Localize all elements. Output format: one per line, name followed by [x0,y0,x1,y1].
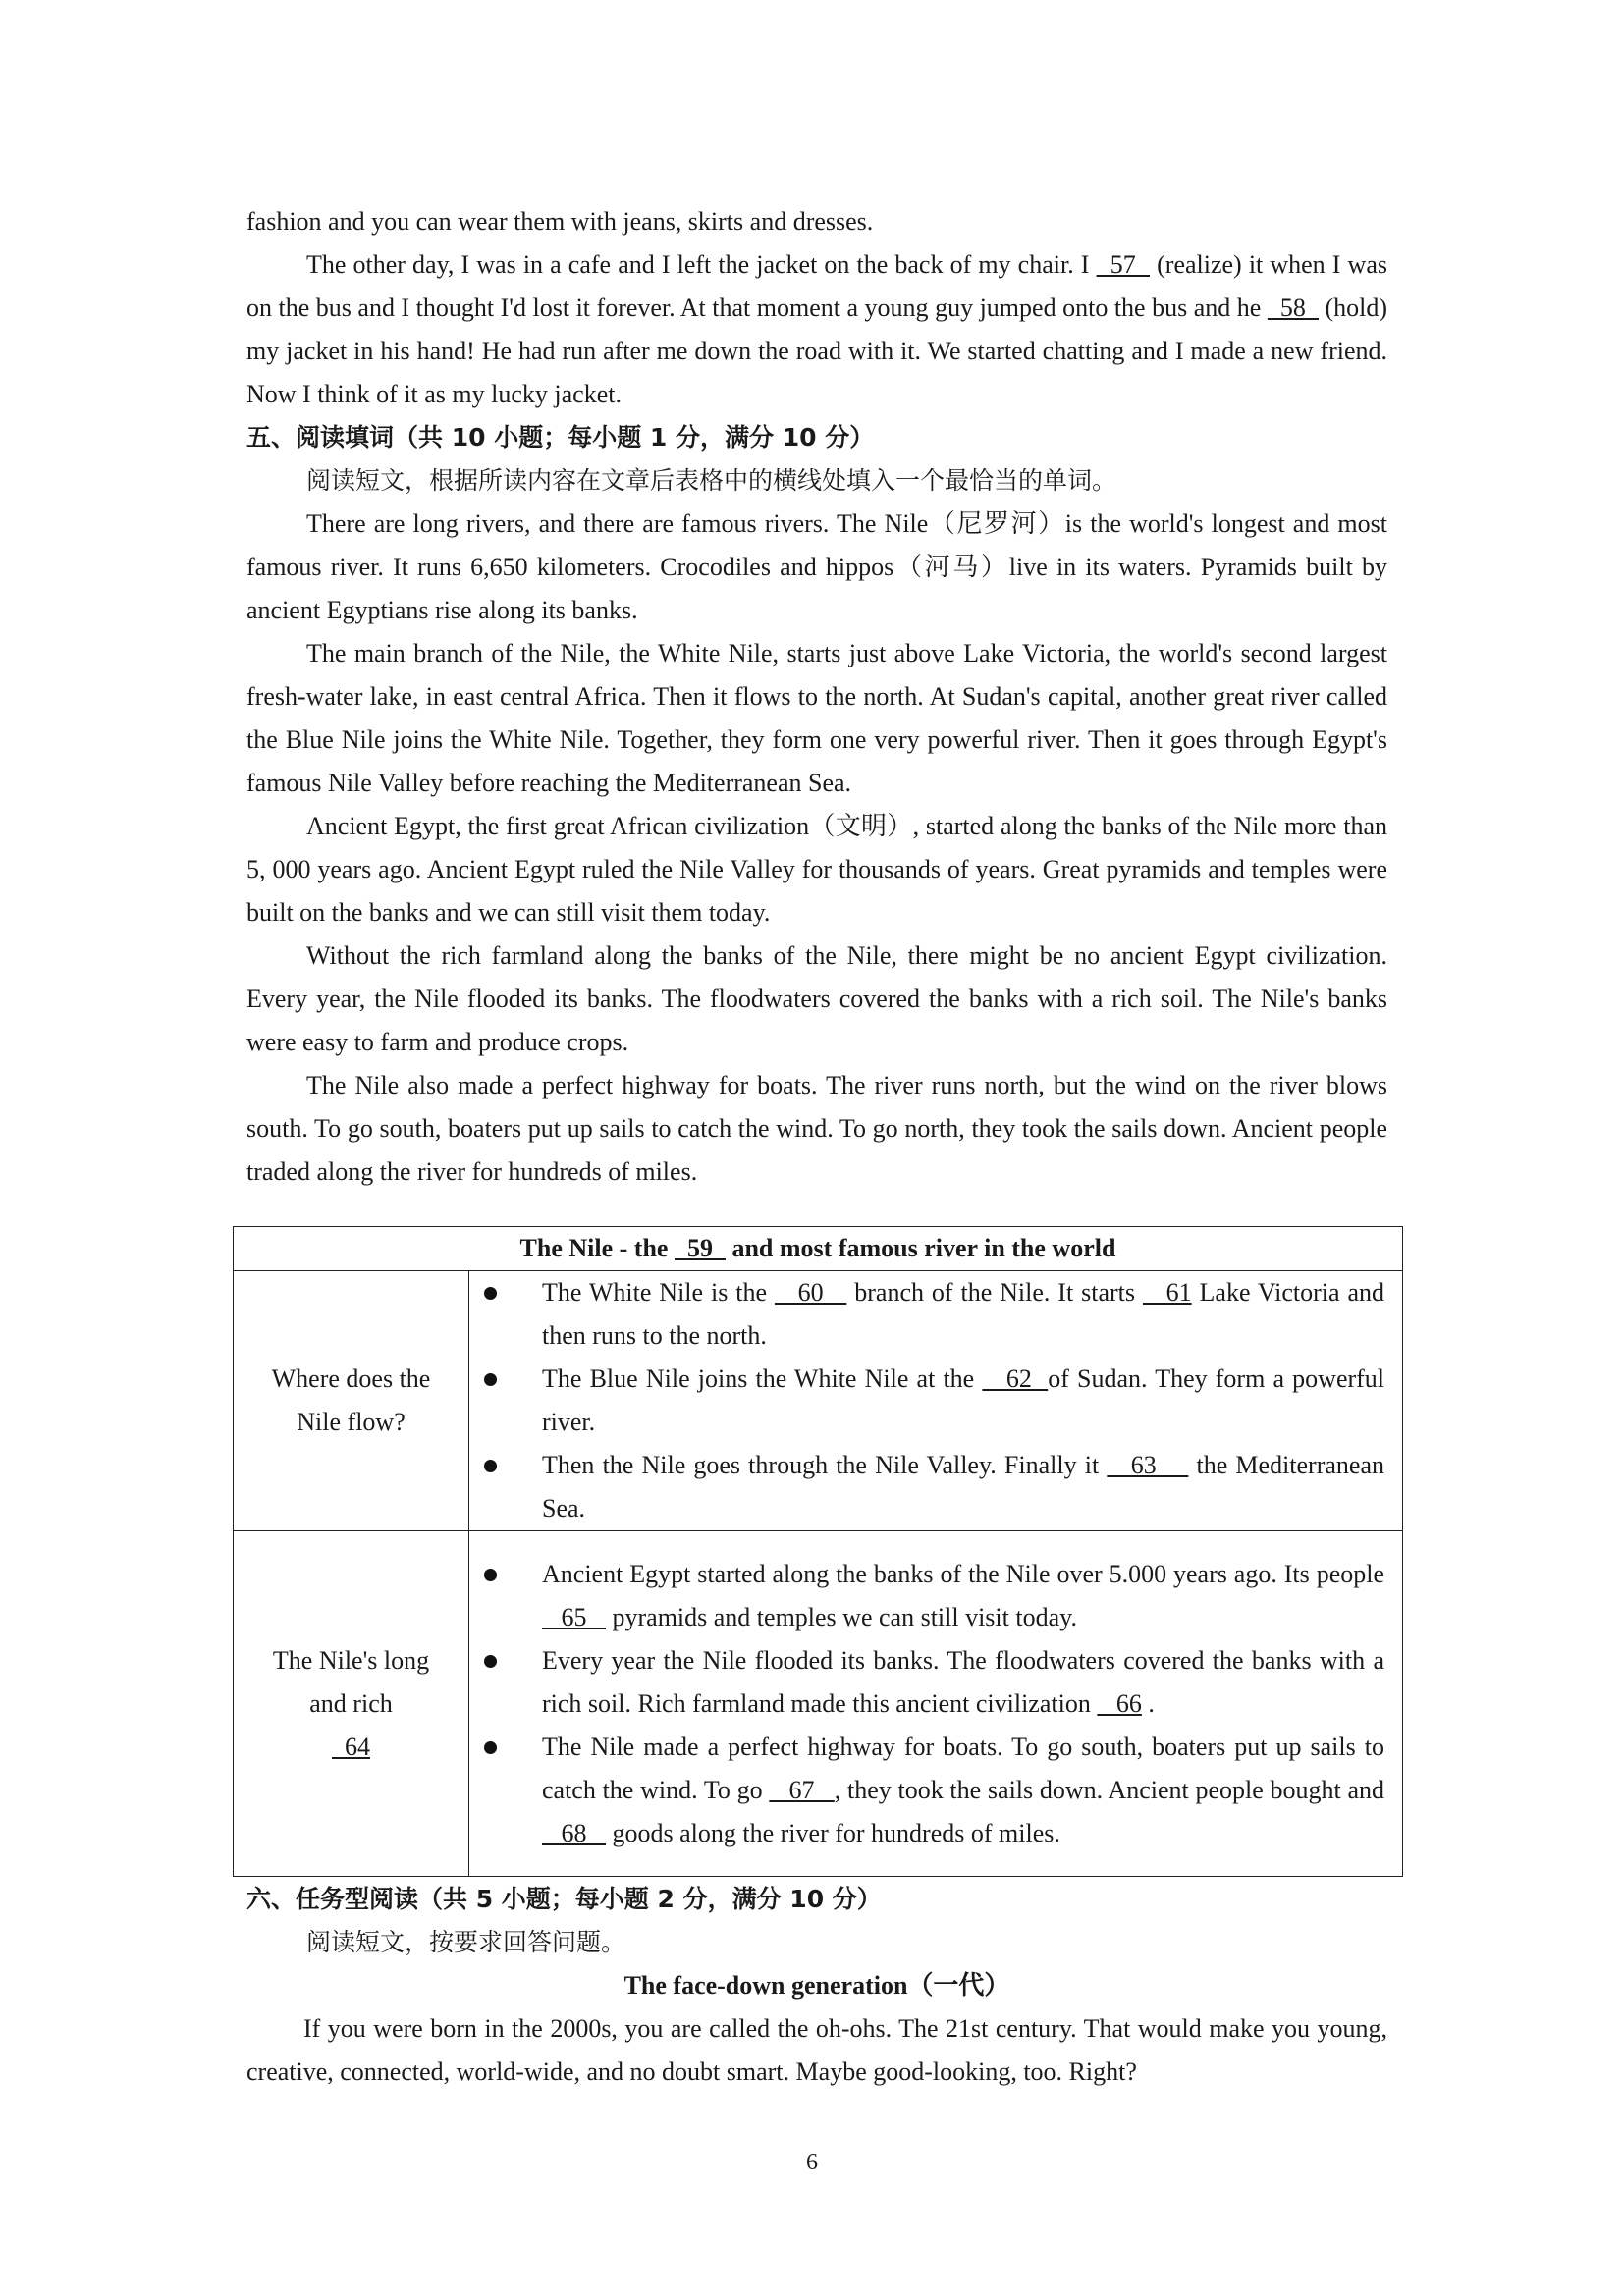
nile-paragraph-4: Without the rich farmland along the banks of the Nile, there might be no ancient Egypt civilization. Every year, the Nile flooded its banks. The floodwaters covered the banks with a rich soil. The Nile's banks were easy to farm and produce crops. [246,941,1387,1056]
blank-65: 65 [542,1602,606,1631]
section-six [246,1878,1387,2094]
nile-paragraph-3: Ancient Egypt, the first great African civilization（文明）, started along the banks of the Nile more than 5, 000 years ago. Ancient Egypt ruled the Nile Valley for thousands of years. Great pyramids and temples were built on the banks and we can still visit them today. [246,812,1387,927]
blank-63: 63 [1107,1451,1189,1479]
bullet-item [469,1444,1384,1530]
blank-67: 67 [769,1775,835,1804]
bullet-icon [484,1741,497,1754]
table-row-flow [234,1271,1403,1531]
row-content-flow [469,1271,1403,1531]
row-label-flow [234,1271,469,1531]
section-six-heading: 六、任务型阅读（共 5 小题；每小题 2 分，满分 10 分） [246,1885,882,1913]
table-header-row [234,1227,1403,1271]
text-run: and most famous river in the world [725,1234,1116,1262]
text-run: (realize) it when I was on the bus and I thought I'd lost it forever. At that moment a young guy jumped onto the bus and he [246,250,1387,322]
text-run: Every year the Nile flooded its banks. The floodwaters covered the banks with a rich soil. Rich farmland made this ancient civilization [542,1645,1384,1718]
table-row-rich [234,1531,1403,1877]
text-run: Then the Nile goes through the Nile Valley. Finally it [542,1451,1108,1479]
text-run: pyramids and temples we can still visit today. [606,1602,1077,1631]
blank-68: 68 [542,1818,606,1847]
section-five [246,416,1387,1194]
passage-title [246,1964,1387,2007]
bullet-icon [484,1569,497,1581]
text-run: , they took the sails down. Ancient people bought and [834,1775,1385,1804]
bullet-item [469,1358,1384,1444]
bullet-icon [484,1460,497,1472]
text-run: The Nile - the [519,1234,675,1262]
bullet-item [469,1271,1384,1358]
passage-paragraph [246,243,1387,416]
label-line: The Nile's long [272,1645,430,1675]
label-line [234,1682,468,1769]
text-run: （一代） [907,1971,1010,2001]
row-label-rich [234,1531,469,1877]
text-run: branch of the Nile. It starts [846,1278,1143,1307]
text-run: the Mediterranean Sea. [542,1451,1384,1522]
blank-61: 61 [1142,1278,1192,1307]
blank-59: 59 [674,1234,726,1262]
blank-58: 58 [1267,294,1319,322]
text-run: The other day, I was in a cafe and I left the jacket on the back of my chair. I [306,250,1097,279]
section-six-instruction: 阅读短文，按要求回答问题。 [306,1928,626,1956]
text-run: The face-down generation [623,1971,908,2000]
text-run: The Blue Nile joins the White Nile at the [542,1364,983,1393]
blank-60: 60 [774,1278,847,1307]
text-run: The White Nile is the [542,1278,775,1307]
nile-summary-table [233,1226,1403,1877]
label-line: Nile flow? [297,1408,406,1436]
section-five-instruction: 阅读短文，根据所读内容在文章后表格中的横线处填入一个最恰当的单词。 [306,466,1117,495]
bullet-icon [484,1655,497,1668]
row-content-rich [469,1531,1403,1877]
label-line: Where does the [271,1364,431,1393]
bullet-icon [484,1287,497,1300]
bullet-icon [484,1373,497,1386]
blank-66: 66 [1097,1688,1142,1718]
text-run: The Nile made a perfect highway for boats. To go south, boaters put up sails to catch the wind. To go [542,1732,1384,1804]
bullet-item [469,1553,1384,1639]
face-down-paragraph-1: If you were born in the 2000s, you are called the oh-ohs. The 21st century. That would make you young, creative, connected, world-wide, and no doubt smart. Maybe good-looking, too. Right? [246,2014,1387,2086]
text-run: Lake Victoria and then runs to the north. [542,1278,1385,1350]
bullet-item [469,1726,1384,1855]
blank-62: 62 [982,1364,1049,1393]
passage-line: fashion and you can wear them with jeans, skirts and dresses. [246,207,874,236]
text-run: Ancient Egypt started along the banks of the Nile over 5.000 years ago. Its people [542,1559,1384,1588]
nile-paragraph-2: The main branch of the Nile, the White Nile, starts just above Lake Victoria, the world's second largest fresh-water lake, in east central Africa. Then it flows to the north. At Sudan's capital, another great river called the Blue Nile joins the White Nile. Together, they form one very powerful river. Then it goes through Egypt's famous Nile Valley before reaching the Mediterranean Sea. [246,639,1387,797]
table-title [234,1227,1403,1271]
nile-paragraph-1: There are long rivers, and there are famous rivers. The Nile（尼罗河）is the world's longest and most famous river. It runs 6,650 kilometers. Crocodiles and hippos（河马）live in its waters. Pyramids built by ancient Egyptians rise along its banks. [246,509,1387,624]
page-number: 6 [806,2150,818,2175]
blank-64: 64 [332,1732,370,1761]
section-five-heading: 五、阅读填词（共 10 小题；每小题 1 分，满分 10 分） [246,423,875,452]
bullet-item [469,1639,1384,1726]
text-run: . [1141,1688,1155,1718]
text-run: of Sudan. They form a powerful river. [542,1364,1385,1436]
previous-passage [246,200,1387,416]
text-run: (hold) my jacket in his hand! He had run after me down the road with it. We started chatting and I made a new friend. Now I think of it as my lucky jacket. [246,294,1388,408]
nile-paragraph-5: The Nile also made a perfect highway for boats. The river runs north, but the wind on the river blows south. To go south, boaters put up sails to catch the wind. To go north, they took the sails down. Ancient people traded along the river for hundreds of miles. [246,1071,1387,1186]
blank-57: 57 [1096,250,1151,279]
text-run: goods along the river for hundreds of miles. [606,1818,1060,1847]
text-run: and rich [309,1688,393,1718]
